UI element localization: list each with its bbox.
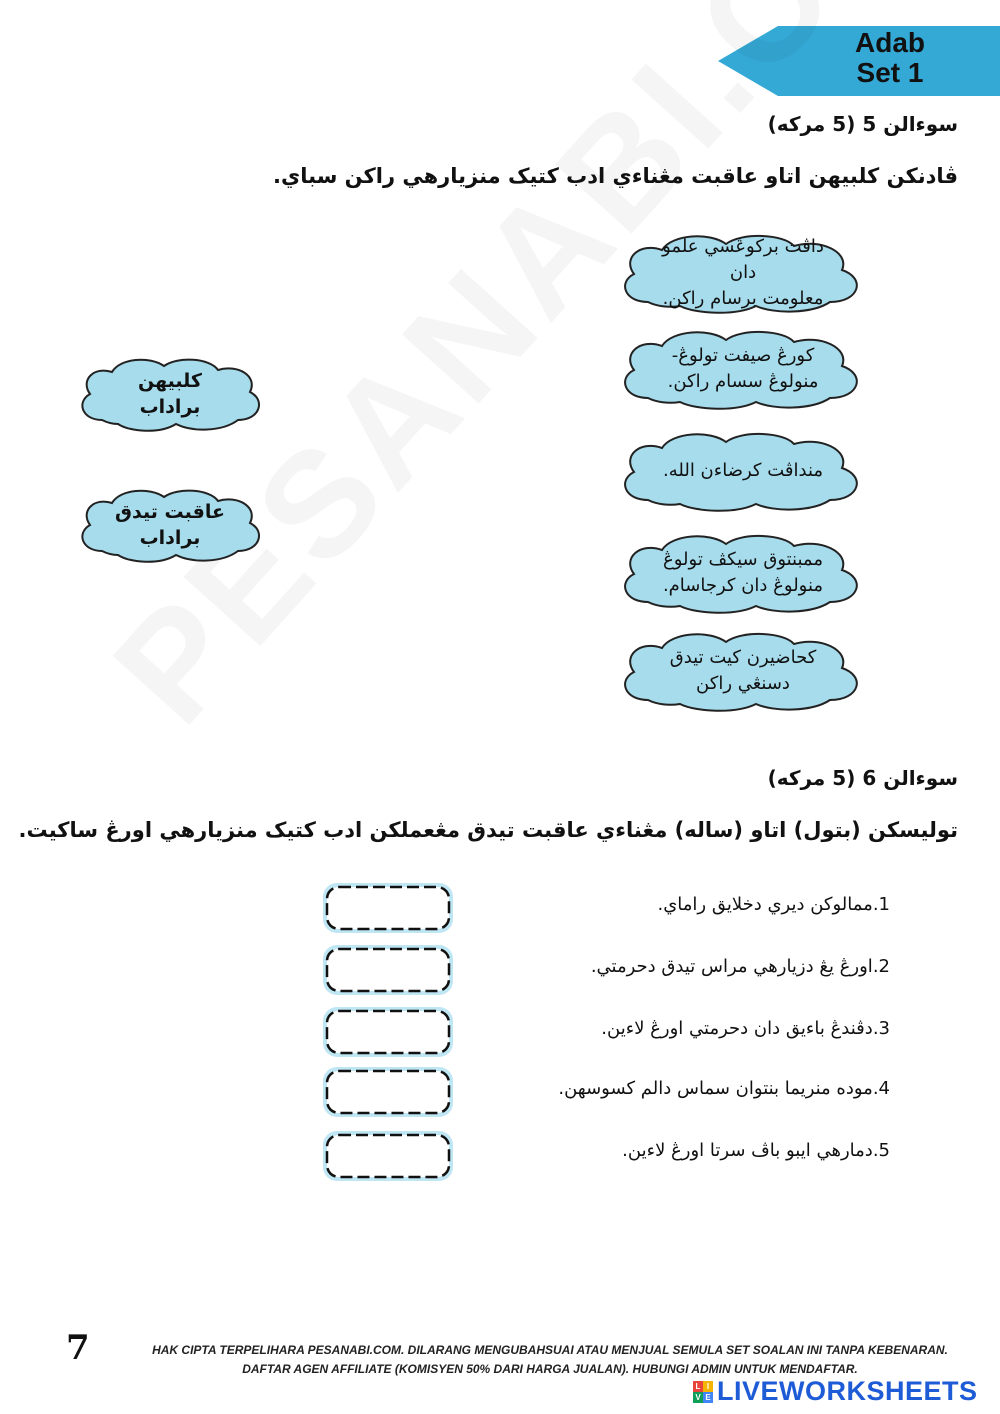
statement-number: 4.: [872, 1078, 890, 1099]
item-line: کحاضيرن کيت تيدق: [669, 647, 817, 668]
statement-text: دڤندڠ باءيق دان دحرمتي اورڠ لاءين.: [601, 1018, 873, 1039]
question-5-instruction: ڤادنکن کلبيهن اتاو عاقبت مڠناءي ادب کتيک منزيارهي راکن سباي.: [273, 164, 958, 188]
subject-label: Adab: [855, 27, 925, 58]
statement-text: موده منريما بنتوان سماس دالم کسوسهن.: [558, 1078, 873, 1099]
statement-2: [430, 952, 890, 982]
liveworksheets-wordmark: LIVEWORKSHEETS: [717, 1376, 978, 1406]
statement-number: 3.: [872, 1018, 890, 1039]
item-line: داڤت برکوڠسي علمو دان: [662, 236, 824, 283]
item-cloud-text: [614, 428, 872, 514]
statement-number: 2.: [872, 956, 890, 977]
item-cloud-text: [614, 230, 872, 316]
set-label: Set 1: [856, 57, 924, 88]
page-number: 7: [66, 1328, 90, 1368]
statement-number: 5.: [872, 1140, 890, 1161]
statement-3: [430, 1014, 890, 1044]
affiliate-line: DAFTAR AGEN AFFILIATE (KOMISYEN 50% DARI HARGA JUALAN). HUBUNGI ADMIN UNTUK MENDAFTAR.: [242, 1362, 858, 1376]
item-cloud-3[interactable]: [614, 428, 872, 514]
question-6-heading: سوءالن 6 (5 مرکه): [767, 766, 958, 790]
liveworksheets-icon: L I V E: [693, 1381, 713, 1403]
statement-1: [430, 890, 890, 920]
item-cloud-2[interactable]: [614, 326, 872, 412]
item-cloud-text: [614, 326, 872, 412]
set-tab-label: [845, 28, 935, 88]
item-line: کورڠ صيفت تولوڠ-: [671, 345, 815, 366]
answer-box-4[interactable]: [322, 1066, 454, 1118]
answer-box-2[interactable]: [322, 944, 454, 996]
statement-4: [430, 1074, 890, 1104]
statement-number: 1.: [872, 894, 890, 915]
item-cloud-text: [614, 626, 872, 716]
question-6-instruction: توليسکن (بتول) اتاو (ساله) مڠناءي عاقبت تيدق مڠعملکن ادب کتيک منزيارهي اورڠ ساکيت.: [18, 818, 958, 842]
statement-text: دمارهي ايبو باڤ سرتا اورڠ لاءين.: [622, 1140, 873, 1161]
statement-text: ممالوکن ديري دخلايق راماي.: [657, 894, 873, 915]
answer-box-3[interactable]: [322, 1006, 454, 1058]
liveworksheets-logo[interactable]: [693, 1376, 978, 1407]
item-line: منولوڠ دان کرجاسام.: [662, 575, 824, 596]
item-line: ممبنتوق سيکڤ تولوڠ: [663, 549, 823, 570]
item-line: دسنڠي راکن: [696, 673, 790, 694]
answer-box-5[interactable]: [322, 1130, 454, 1182]
statement-5: [430, 1136, 890, 1166]
question-5-heading: سوءالن 5 (5 مرکه): [767, 112, 958, 136]
answer-box-1[interactable]: [322, 882, 454, 934]
item-cloud-5[interactable]: [614, 626, 872, 716]
statement-text: اورڠ يڠ دزيارهي مراس تيدق دحرمتي.: [590, 956, 873, 977]
item-line: منداڤت کرضاءن الله.: [663, 460, 824, 481]
item-line: معلومت برسام راکن.: [662, 288, 824, 309]
item-cloud-4[interactable]: [614, 530, 872, 616]
item-cloud-text: [614, 530, 872, 616]
target-cloud-good-manners[interactable]: [72, 354, 268, 434]
target-cloud-no-manners[interactable]: [72, 484, 268, 566]
item-cloud-1[interactable]: [614, 230, 872, 316]
copyright-line: HAK CIPTA TERPELIHARA PESANABI.COM. DILARANG MENGUBAHSUAI ATAU MENJUAL SEMULA SET SOALAN INI TANPA KEBENARAN.: [152, 1343, 948, 1357]
item-line: منولوڠ سسام راکن.: [667, 371, 819, 392]
target-cloud-label: کلبيهن براداب: [138, 370, 202, 418]
target-cloud-label: عاقبت تيدق براداب: [115, 501, 225, 549]
